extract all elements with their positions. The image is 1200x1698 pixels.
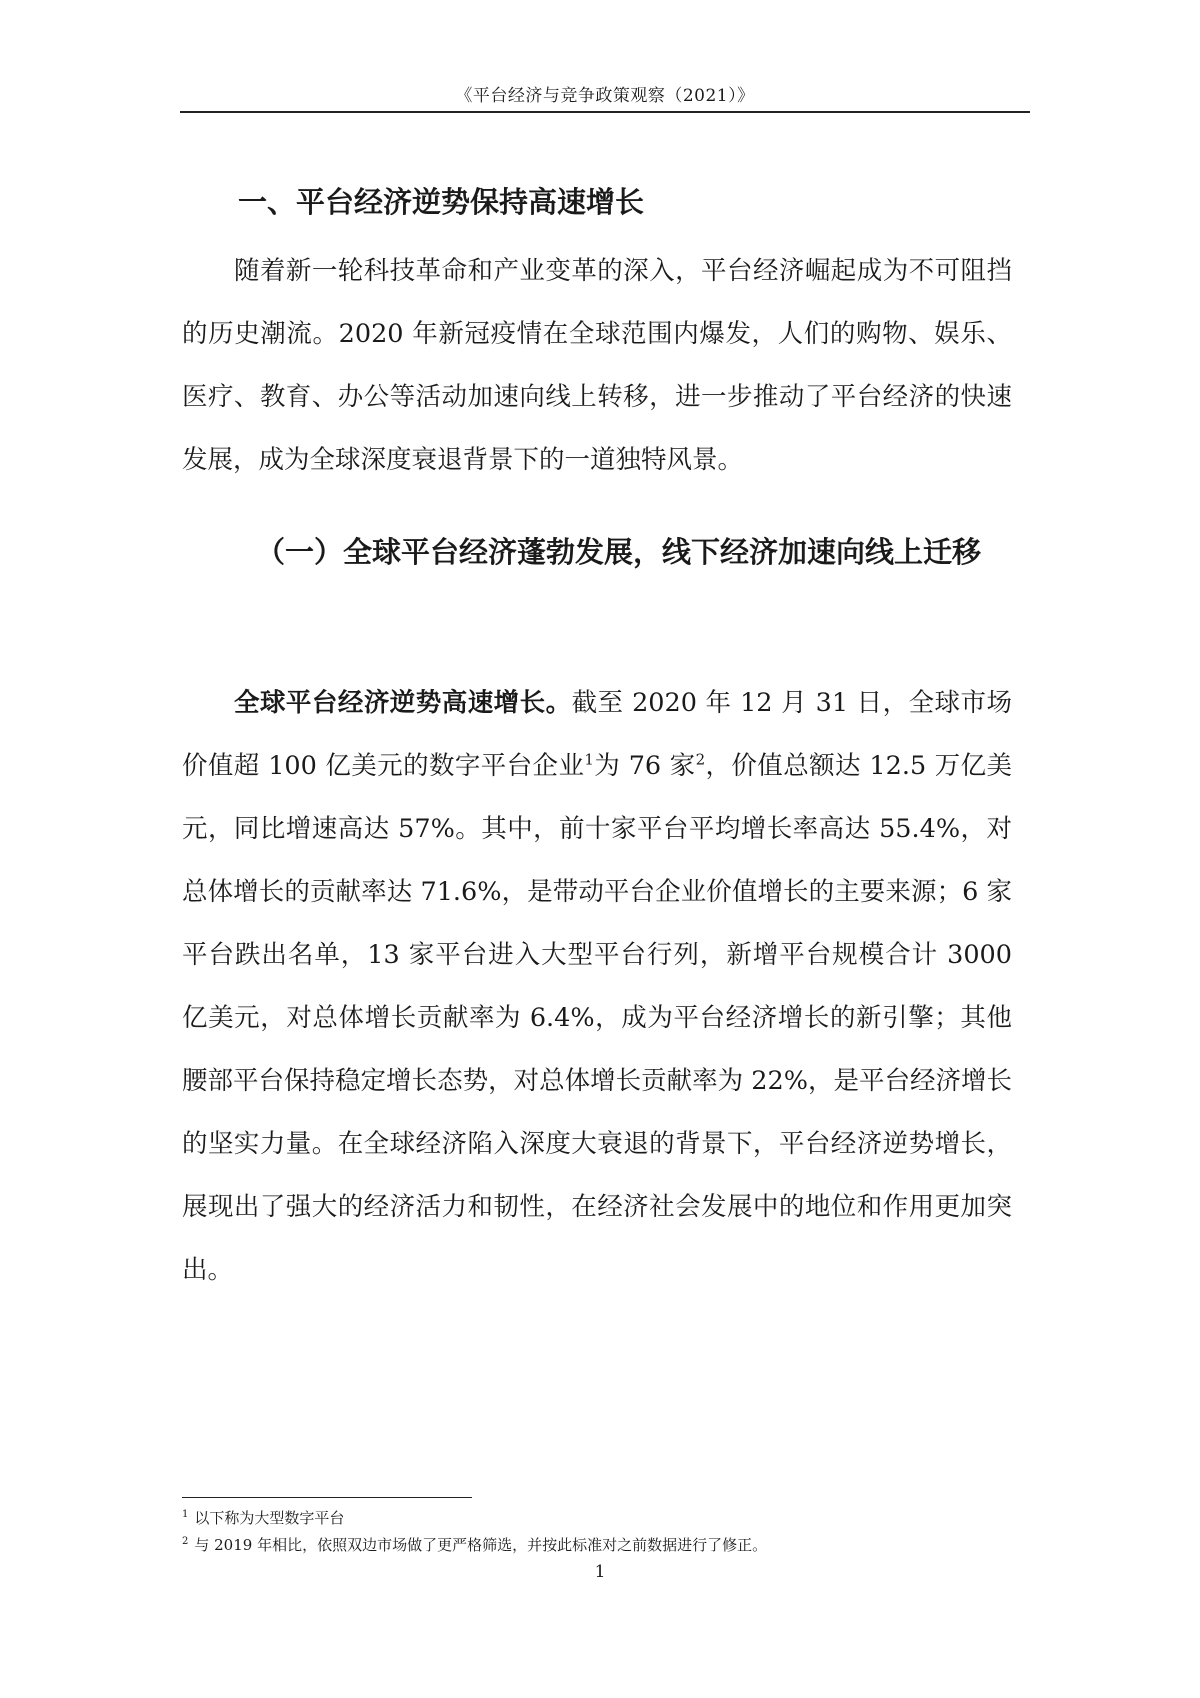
running-header: 《平台经济与竞争政策观察（2021）》 [455,86,755,106]
header-divider [180,111,1030,113]
footnote-text: 以下称为大型数字平台 [194,1509,345,1527]
footnote-divider [182,1497,472,1498]
paragraph-lead: 全球平台经济逆势高速增长。 [234,688,572,718]
footnote-number: 1 [182,1509,189,1520]
footnotes [182,1503,1032,1557]
footnote-marker-1[interactable]: 1 [584,750,594,769]
body-paragraph [182,672,1012,1302]
footnote-marker-2[interactable]: 2 [695,750,706,769]
paragraph-text-part-3: ，价值总额达 12.5 万亿美元，同比增速高达 57%。其中，前十家平台平均增长率高达 55.4%，对总体增长的贡献率达 71.6%，是带动平台企业价值增长的主要来源；6 家平台跌出名单，13 家平台进入大型平台行列，新增平台规模合计 3000 亿美元，对总体增长贡献率为 6.4%，成为平台经济增长的新引擎；其他腰部平台保持稳定增长态势，对总体增长贡献率为 22%，是平台经济增长的坚实力量。在全球经济陷入深度大衰退的背景下，平台经济逆势增长，展现出了强大的经济活力和韧性，在经济社会发展中的地位和作用更加突出。 [182,751,1012,1285]
footnote-number: 2 [182,1536,189,1547]
footnote-1 [182,1503,1032,1530]
section-heading: 一、平台经济逆势保持高速增长 [238,185,645,219]
footnote-2 [182,1530,1032,1557]
paragraph-text-part-1: 截至 2020 年 12 月 31 日，全球市场价值超 100 亿美元的数字平台企业 [182,688,1012,781]
page-number: 1 [594,1562,606,1582]
subsection-heading: （一）全球平台经济蓬勃发展，线下经济加速向线上迁移 [256,535,982,569]
intro-paragraph: 随着新一轮科技革命和产业变革的深入，平台经济崛起成为不可阻挡的历史潮流。2020 年新冠疫情在全球范围内爆发，人们的购物、娱乐、医疗、教育、办公等活动加速向线上转移，进一步推动了平台经济的快速发展，成为全球深度衰退背景下的一道独特风景。 [182,256,1012,475]
paragraph-text-part-2: 为 76 家 [593,751,696,781]
footnote-text: 与 2019 年相比，依照双边市场做了更严格筛选，并按此标准对之前数据进行了修正。 [194,1536,768,1554]
